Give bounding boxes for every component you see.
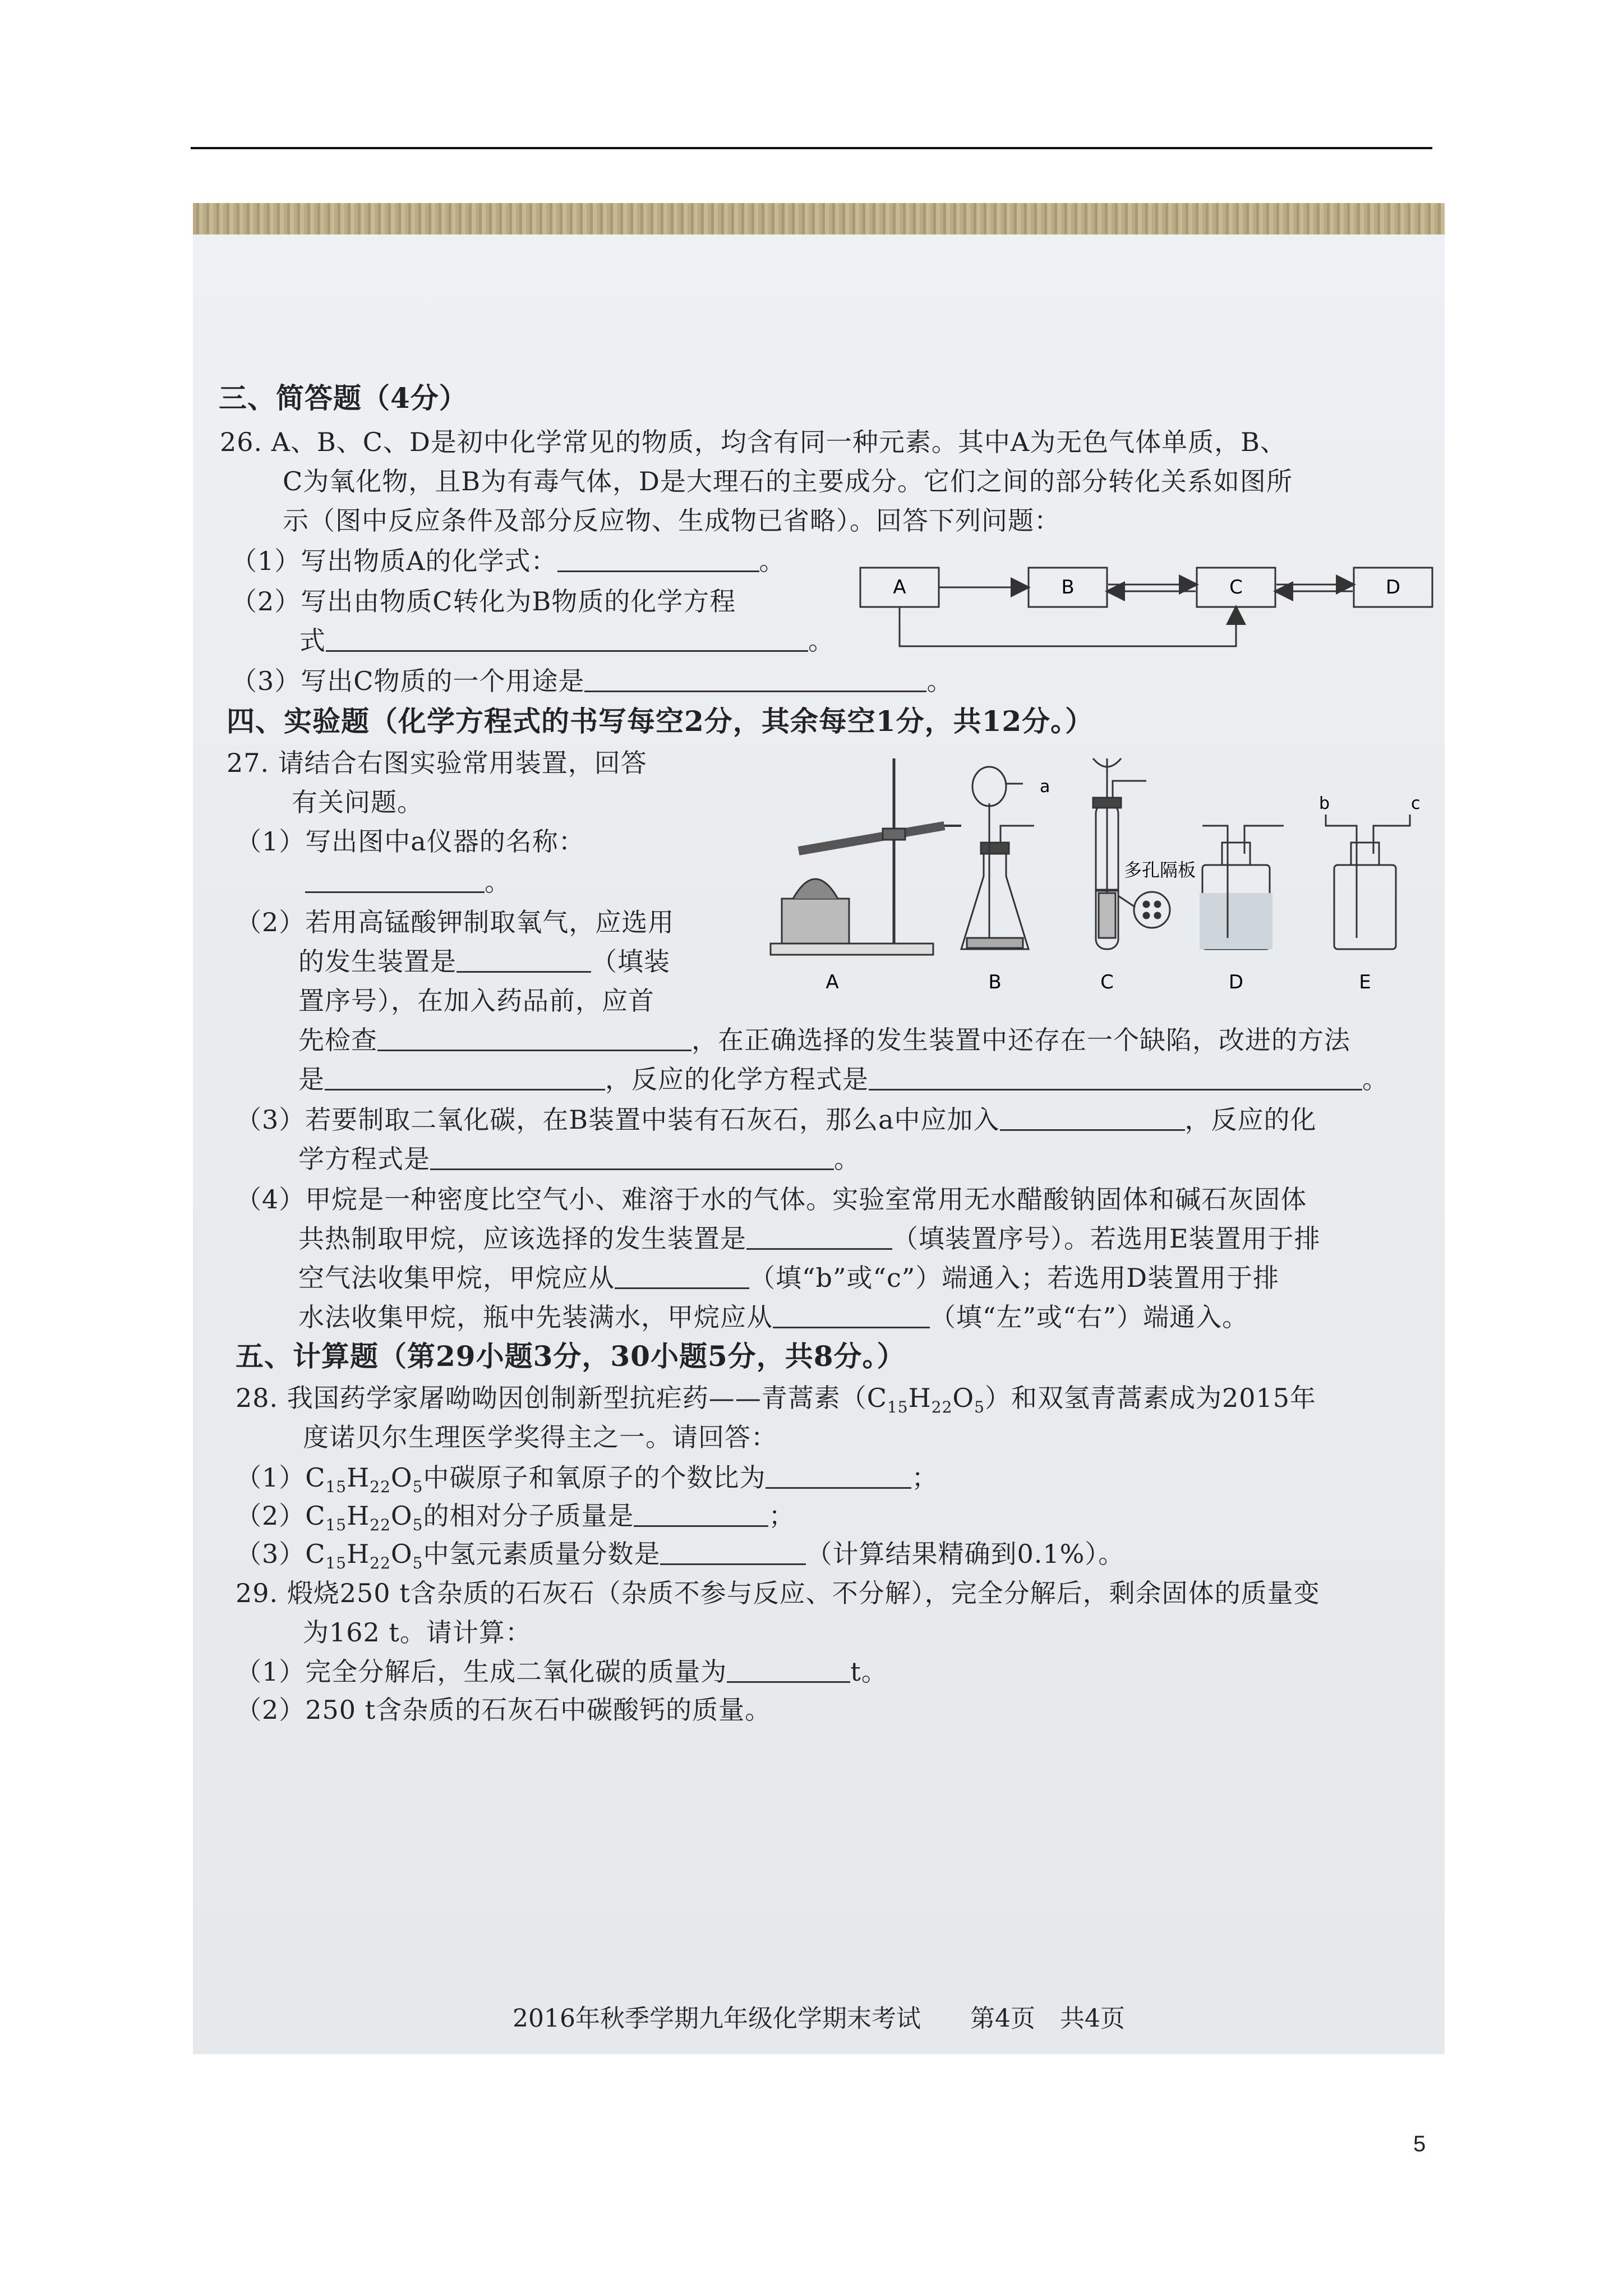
box-d-label: D	[1385, 576, 1401, 599]
header-rule	[191, 147, 1432, 149]
apparatus-figure	[759, 747, 1432, 994]
photo-top-edge	[193, 203, 1445, 234]
q27-part4-line4	[298, 1300, 1248, 1334]
q27-part4-blank3	[773, 1304, 930, 1328]
formula-c: C	[305, 1462, 326, 1493]
q27-part2-line1: （2）若用高锰酸钾制取氧气，应选用	[236, 907, 675, 937]
mark-c: c	[1411, 794, 1421, 813]
q29-line2: 为162 t。请计算：	[303, 1617, 532, 1648]
section3-heading: 三、简答题（4分）	[219, 381, 468, 415]
q26-part1-end: 。	[759, 546, 786, 576]
conversion-diagram	[843, 562, 1438, 674]
q27-part2-line4-text: 先检查	[298, 1025, 377, 1055]
q27-part2-blank3	[325, 1066, 605, 1091]
sub-22: 22	[931, 1398, 953, 1417]
q27-part3-line2-end: 。	[834, 1144, 860, 1174]
sub-22: 22	[370, 1554, 391, 1573]
apparatus-d	[1200, 826, 1284, 949]
q29-part1	[236, 1655, 888, 1688]
box-a-label: A	[893, 576, 906, 599]
q28-part1-end: ；	[911, 1462, 938, 1493]
q26-line1: 26. A、B、C、D是初中化学常见的物质，均含有同一种元素。其中A为无色气体单质，B、	[220, 427, 1287, 457]
sub-5: 5	[974, 1398, 985, 1417]
exam-photo	[193, 203, 1445, 2054]
formula-h: H	[908, 1383, 932, 1413]
q29-line1: 29. 煅烧250 t含杂质的石灰石（杂质不参与反应、不分解），完全分解后，剩余固体的质量变	[236, 1578, 1320, 1608]
q27-line1: 27. 请结合右图实验常用装置，回答	[227, 748, 647, 778]
q27-part2-blank1	[457, 949, 591, 973]
q26-part2b	[299, 624, 834, 657]
formula-h: H	[347, 1501, 370, 1531]
label-e: E	[1359, 971, 1371, 993]
q27-part3-blank1	[1000, 1107, 1185, 1131]
box-c-label: C	[1229, 576, 1243, 599]
formula-h: H	[347, 1462, 370, 1493]
sub-5: 5	[412, 1554, 423, 1573]
label-b: B	[988, 971, 1002, 993]
q27-part4-line3	[298, 1261, 1279, 1295]
q27-part4-line4-tail: （填“左”或“右”）端通入。	[930, 1302, 1249, 1332]
q27-part4-blank2	[615, 1265, 749, 1289]
box-b-label: B	[1061, 576, 1075, 599]
q27-part4-line2-text: 共热制取甲烷，应该选择的发生装置是	[298, 1223, 746, 1254]
apparatus-b	[961, 767, 1034, 949]
q26-part3-text: （3）写出C物质的一个用途是	[231, 666, 585, 696]
q26-part1-blank	[557, 548, 759, 572]
q27-part2-line2	[298, 945, 670, 978]
apparatus-e	[1326, 815, 1410, 949]
sub-15: 15	[325, 1516, 347, 1535]
q28-part2-end: ；	[768, 1501, 795, 1531]
page-number: 5	[1413, 2132, 1426, 2156]
sub-15: 15	[325, 1478, 347, 1497]
q26-part2a: （2）写出由物质C转化为B物质的化学方程	[231, 586, 736, 616]
q27-part1-end: 。	[485, 867, 511, 897]
sub-22: 22	[370, 1516, 391, 1535]
q27-part4-line3-tail: （填“b”或“c”）端通入；若选用D装置用于排	[749, 1263, 1280, 1293]
arrow-a-c	[900, 607, 1236, 646]
q27-part4-blank1	[746, 1226, 892, 1250]
label-a: A	[826, 971, 839, 993]
q27-part2-blank2	[377, 1027, 691, 1051]
q27-part2-line2-text: 的发生装置是	[298, 946, 457, 977]
q27-part3-line2	[298, 1142, 860, 1176]
sub-15: 15	[887, 1398, 909, 1417]
q28-line1-text: 28. 我国药学家屠呦呦因创制新型抗疟药——青蒿素（C	[236, 1383, 887, 1413]
q27-part4-line2	[298, 1222, 1321, 1255]
q27-line2: 有关问题。	[292, 787, 423, 817]
q27-part4-line4-text: 水法收集甲烷，瓶中先装满水，甲烷应从	[298, 1302, 773, 1332]
q26-line2: C为氧化物，且B为有毒气体，D是大理石的主要成分。它们之间的部分转化关系如图所	[283, 466, 1293, 496]
q27-part2-line2-tail: （填装	[591, 946, 670, 977]
q27-part2-line5-end: 。	[1362, 1064, 1389, 1094]
plate-label: 多孔隔板	[1124, 859, 1196, 881]
q28-part2-text: 的相对分子质量是	[423, 1501, 634, 1531]
q27-part4-line2-tail: （填装置序号）。若选用E装置用于排	[892, 1223, 1321, 1254]
q27-part3-blank2	[430, 1146, 834, 1170]
q27-part3-line1-tail: ，反应的化	[1184, 1105, 1317, 1135]
q27-part1-blank	[305, 869, 485, 893]
q28-part1-blank	[766, 1465, 911, 1489]
formula-c: C	[305, 1539, 326, 1569]
q28-part2-num: （2）	[236, 1501, 306, 1531]
q26-part2b-text: 式	[299, 625, 326, 656]
sub-5: 5	[412, 1516, 423, 1535]
q29-part1-end: t。	[850, 1657, 888, 1687]
exam-footer: 2016年秋季学期九年级化学期末考试 第4页 共4页	[513, 2004, 1125, 2033]
label-c: C	[1100, 971, 1114, 993]
q27-part2-line4-tail: ，在正确选择的发生装置中还存在一个缺陷，改进的方法	[691, 1025, 1350, 1055]
q27-part2-line4	[298, 1023, 1350, 1057]
q28-part3-blank	[660, 1541, 806, 1565]
q28-part1-num: （1）	[236, 1462, 306, 1493]
q28-part1-text: 中碳原子和氧原子的个数比为	[423, 1462, 766, 1493]
formula-o: O	[390, 1539, 413, 1569]
formula-h: H	[347, 1539, 370, 1569]
q28-line1-tail: ）和双氢青蒿素成为2015年	[984, 1383, 1317, 1413]
apparatus-c	[1093, 758, 1170, 949]
q28-part1	[236, 1461, 938, 1504]
apparatus-a	[771, 758, 961, 955]
q27-part2-line5-text: 是	[298, 1064, 325, 1094]
q27-part2-line5	[298, 1062, 1389, 1096]
formula-o: O	[390, 1462, 413, 1493]
sub-15: 15	[325, 1554, 347, 1573]
mark-a: a	[1040, 777, 1050, 797]
q28-part3-end: （计算结果精确到0.1%）。	[806, 1539, 1125, 1569]
q28-part3-text: 中氢元素质量分数是	[423, 1539, 661, 1569]
q26-part2-end: 。	[808, 625, 834, 656]
q27-part2-blank4	[869, 1066, 1362, 1091]
q26-line3: 示（图中反应条件及部分反应物、生成物已省略）。回答下列问题：	[283, 505, 1061, 536]
section4-heading: 四、实验题（化学方程式的书写每空2分，其余每空1分，共12分。）	[227, 705, 1094, 738]
formula-o: O	[952, 1383, 975, 1413]
formula-c: C	[305, 1501, 326, 1531]
sub-22: 22	[370, 1478, 391, 1497]
q27-part1-answer	[305, 865, 511, 899]
q29-part1-text: （1）完全分解后，生成二氧化碳的质量为	[236, 1657, 727, 1687]
q28-part2-blank	[634, 1503, 768, 1527]
q27-part2-line3: 置序号），在加入药品前，应首	[298, 986, 654, 1016]
q27-part4-line1: （4）甲烷是一种密度比空气小、难溶于水的气体。实验室常用无水醋酸钠固体和碱石灰固体	[236, 1184, 1307, 1214]
q27-part3-line1-text: （3）若要制取二氧化碳，在B装置中装有石灰石，那么a中应加入	[236, 1105, 1000, 1135]
q28-part3	[236, 1537, 1124, 1580]
q27-part3-line2-text: 学方程式是	[298, 1144, 430, 1174]
q26-part3-end: 。	[926, 666, 953, 696]
q28-part2	[236, 1499, 795, 1542]
q28-line2: 度诺贝尔生理医学奖得主之一。请回答：	[303, 1422, 777, 1452]
q26-part1-text: （1）写出物质A的化学式：	[231, 546, 557, 576]
q27-part4-line3-text: 空气法收集甲烷，甲烷应从	[298, 1263, 615, 1293]
formula-o: O	[390, 1501, 413, 1531]
q26-part1	[231, 544, 786, 578]
label-d: D	[1228, 971, 1244, 993]
sub-5: 5	[412, 1478, 423, 1497]
q27-part1: （1）写出图中a仪器的名称：	[236, 826, 585, 857]
q28-line1	[236, 1381, 1316, 1424]
mark-b: b	[1319, 794, 1330, 813]
section5-heading: 五、计算题（第29小题3分，30小题5分，共8分。）	[236, 1340, 906, 1373]
q27-part2-line5-mid: ，反应的化学方程式是	[605, 1064, 869, 1094]
q29-part2: （2）250 t含杂质的石灰石中碳酸钙的质量。	[236, 1695, 772, 1725]
q26-part2-blank	[326, 628, 808, 652]
q29-part1-blank	[727, 1659, 850, 1683]
q28-part3-num: （3）	[236, 1539, 306, 1569]
q27-part3-line1	[236, 1103, 1317, 1137]
